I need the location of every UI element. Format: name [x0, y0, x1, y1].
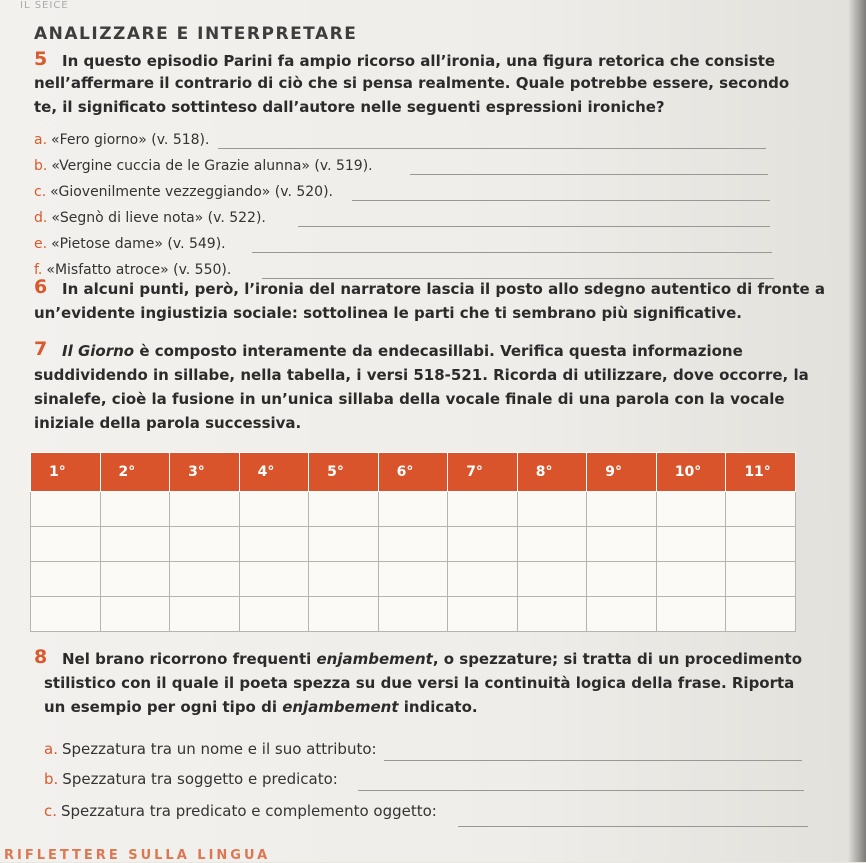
syllable-cell[interactable]	[378, 562, 448, 597]
syllable-cell[interactable]	[587, 597, 657, 632]
q8-line-1-b: , o spezzature; si tratta di un procedimento	[432, 650, 803, 668]
q5-number: 5	[34, 48, 48, 70]
syllable-cell[interactable]	[517, 492, 587, 527]
answer-line-e[interactable]	[252, 252, 772, 253]
syllable-cell[interactable]	[309, 562, 379, 597]
syllable-cell[interactable]	[31, 597, 101, 632]
item-letter: f.	[34, 262, 43, 278]
item-letter: a.	[44, 740, 58, 758]
syllable-cell[interactable]	[170, 562, 240, 597]
q5-item-a	[34, 132, 209, 148]
syllable-header: 9°	[587, 453, 657, 492]
q8-number: 8	[34, 646, 48, 668]
q7-line-3: sinalefe, cioè la fusione in un’unica sillaba della vocale finale di una parola con la vocale	[34, 390, 785, 408]
q8-line-1	[62, 648, 802, 670]
q8-line-3-a: un esempio per ogni tipo di	[44, 698, 283, 716]
syllable-table-body	[31, 492, 796, 632]
syllable-cell[interactable]	[239, 562, 309, 597]
syllable-header: 1°	[31, 453, 101, 492]
item-letter: d.	[34, 210, 48, 226]
syllable-cell[interactable]	[587, 562, 657, 597]
item-text: «Giovenilmente vezzeggiando» (v. 520).	[50, 184, 333, 200]
syllable-cell[interactable]	[726, 562, 796, 597]
q6-line-1: In alcuni punti, però, l’ironia del narratore lascia il posto allo sdegno autentico di fronte a	[62, 280, 826, 298]
q8-item-b	[44, 770, 338, 788]
syllable-cell[interactable]	[309, 597, 379, 632]
syllable-cell[interactable]	[100, 562, 170, 597]
syllable-cell[interactable]	[517, 597, 587, 632]
answer-line-8a[interactable]	[384, 760, 802, 761]
syllable-cell[interactable]	[170, 492, 240, 527]
syllable-row	[31, 492, 796, 527]
q7-title-italic: Il Giorno	[62, 342, 135, 360]
syllable-cell[interactable]	[309, 492, 379, 527]
syllable-cell[interactable]	[170, 527, 240, 562]
q7-line-1	[62, 340, 743, 362]
syllable-header-row	[31, 453, 796, 492]
syllable-cell[interactable]	[726, 597, 796, 632]
syllable-header: 4°	[239, 453, 309, 492]
syllable-cell[interactable]	[378, 492, 448, 527]
syllable-cell[interactable]	[31, 492, 101, 527]
q5-line-1: In questo episodio Parini fa ampio ricorso all’ironia, una figura retorica che consiste	[62, 52, 776, 70]
syllable-cell[interactable]	[378, 597, 448, 632]
syllable-cell[interactable]	[726, 492, 796, 527]
q8-enjambement-2: enjambement	[282, 698, 399, 716]
syllable-cell[interactable]	[656, 492, 726, 527]
syllable-cell[interactable]	[517, 562, 587, 597]
syllable-cell[interactable]	[100, 527, 170, 562]
q5-line-2: nell’affermare il contrario di ciò che si pensa realmente. Quale potrebbe essere, secondo	[34, 74, 790, 92]
syllable-row	[31, 562, 796, 597]
answer-line-b[interactable]	[410, 174, 768, 175]
q5-item-d	[34, 210, 266, 226]
page-edge-shadow	[848, 0, 866, 862]
q7-line-2: suddividendo in sillabe, nella tabella, i versi 518-521. Ricorda di utilizzare, dove occorre, la	[34, 366, 809, 384]
item-text: «Pietose dame» (v. 549).	[51, 236, 226, 252]
q5-line-3: te, il significato sottinteso dall’autore nelle seguenti espressioni ironiche?	[34, 98, 665, 116]
answer-line-d[interactable]	[298, 226, 770, 227]
syllable-header: 6°	[378, 453, 448, 492]
syllable-cell[interactable]	[239, 492, 309, 527]
syllable-cell[interactable]	[448, 597, 518, 632]
q7-line-1-rest: è composto interamente da endecasillabi. Verifica questa informazione	[134, 342, 743, 360]
item-text: Spezzatura tra soggetto e predicato:	[62, 770, 338, 788]
syllable-cell[interactable]	[587, 527, 657, 562]
item-text: Spezzatura tra predicato e complemento oggetto:	[61, 802, 437, 820]
section-title: ANALIZZARE E INTERPRETARE	[34, 24, 358, 44]
answer-line-c[interactable]	[352, 200, 770, 201]
syllable-header: 5°	[309, 453, 379, 492]
item-text: Spezzatura tra un nome e il suo attributo:	[61, 740, 377, 758]
q8-item-a	[44, 740, 377, 758]
item-text: «Segnò di lieve nota» (v. 522).	[51, 210, 266, 226]
answer-line-a[interactable]	[218, 148, 766, 149]
item-letter: b.	[34, 158, 48, 174]
syllable-header: 3°	[170, 453, 240, 492]
footer-bleed-text: RIFLETTERE SULLA LINGUA	[4, 848, 271, 863]
q6-number: 6	[34, 276, 48, 298]
q5-item-f	[34, 262, 231, 278]
syllable-cell[interactable]	[448, 527, 518, 562]
q7-number: 7	[34, 338, 48, 360]
syllable-cell[interactable]	[170, 597, 240, 632]
syllable-cell[interactable]	[239, 527, 309, 562]
q8-line-2: stilistico con il quale il poeta spezza su due versi la continuità logica della frase. Riporta	[44, 674, 795, 692]
q8-line-3	[44, 696, 478, 718]
q6-line-2: un’evidente ingiustizia sociale: sottolinea le parti che ti sembrano più significative.	[34, 304, 742, 322]
answer-line-8b[interactable]	[358, 790, 804, 791]
item-text: «Fero giorno» (v. 518).	[51, 132, 210, 148]
syllable-cell[interactable]	[378, 527, 448, 562]
q8-item-c	[44, 802, 437, 820]
item-text: «Vergine cuccia de le Grazie alunna» (v. 519).	[51, 158, 373, 174]
item-letter: c.	[34, 184, 47, 200]
syllable-cell[interactable]	[726, 527, 796, 562]
syllable-row	[31, 527, 796, 562]
item-letter: a.	[34, 132, 48, 148]
syllable-cell[interactable]	[100, 597, 170, 632]
q5-item-c	[34, 184, 333, 200]
q7-line-4: iniziale della parola successiva.	[34, 414, 302, 432]
syllable-table	[30, 452, 796, 632]
syllable-cell[interactable]	[309, 527, 379, 562]
answer-line-8c[interactable]	[458, 826, 808, 827]
syllable-cell[interactable]	[587, 492, 657, 527]
syllable-cell[interactable]	[448, 562, 518, 597]
syllable-header: 8°	[517, 453, 587, 492]
syllable-cell[interactable]	[448, 492, 518, 527]
syllable-header: 7°	[448, 453, 518, 492]
q8-enjambement-1: enjambement	[316, 650, 433, 668]
q8-line-3-b: indicato.	[398, 698, 478, 716]
q8-line-1-a: Nel brano ricorrono frequenti	[62, 650, 317, 668]
item-letter: c.	[44, 802, 58, 820]
syllable-cell[interactable]	[656, 597, 726, 632]
syllable-cell[interactable]	[31, 562, 101, 597]
syllable-header: 11°	[726, 453, 796, 492]
syllable-cell[interactable]	[656, 527, 726, 562]
item-text: «Misfatto atroce» (v. 550).	[46, 262, 232, 278]
item-letter: b.	[44, 770, 59, 788]
q5-item-b	[34, 158, 373, 174]
item-letter: e.	[34, 236, 48, 252]
syllable-cell[interactable]	[239, 597, 309, 632]
syllable-cell[interactable]	[656, 562, 726, 597]
syllable-cell[interactable]	[31, 527, 101, 562]
syllable-cell[interactable]	[100, 492, 170, 527]
syllable-row	[31, 597, 796, 632]
q5-item-e	[34, 236, 226, 252]
syllable-header: 10°	[656, 453, 726, 492]
syllable-cell[interactable]	[517, 527, 587, 562]
top-bleed-text: IL SEICE	[20, 0, 69, 11]
syllable-header: 2°	[100, 453, 170, 492]
